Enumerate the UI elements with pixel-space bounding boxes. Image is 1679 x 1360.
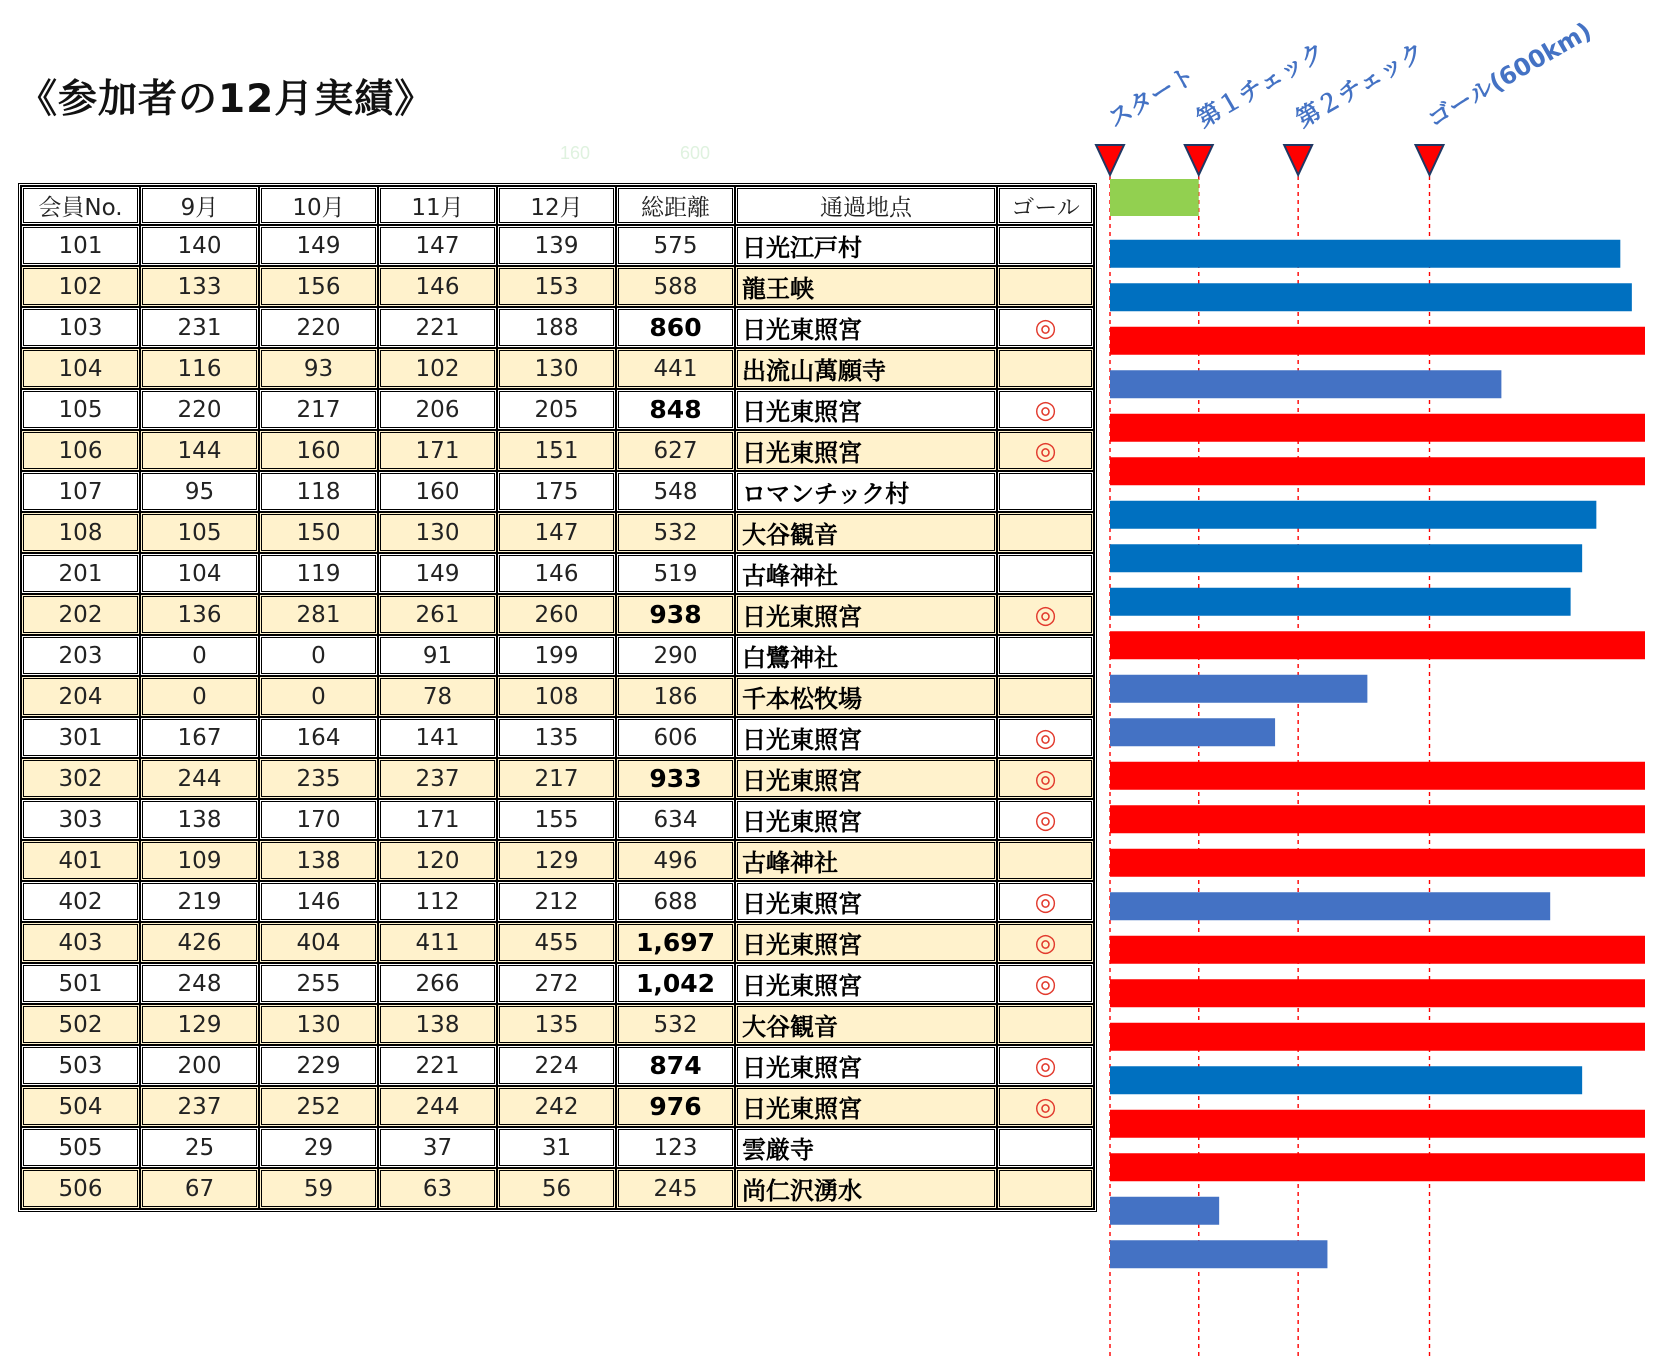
cell-member-no: 106 <box>21 430 140 471</box>
cell-sep: 200 <box>140 1045 259 1086</box>
cell-goal <box>997 348 1094 389</box>
cell-member-no: 502 <box>21 1004 140 1045</box>
table-row <box>21 594 1094 635</box>
cell-member-no: 501 <box>21 963 140 1004</box>
cell-oct: 119 <box>259 553 378 594</box>
cell-oct: 29 <box>259 1127 378 1168</box>
bar-105 <box>1110 414 1645 442</box>
cell-oct: 404 <box>259 922 378 963</box>
cell-sep: 133 <box>140 266 259 307</box>
cell-total: 588 <box>616 266 735 307</box>
bar-505 <box>1110 1197 1219 1225</box>
marker-label: 第２チェック <box>1291 37 1430 134</box>
table-row <box>21 266 1094 307</box>
cell-goal: ◎ <box>997 1045 1094 1086</box>
bar-102 <box>1110 283 1632 311</box>
cell-goal: ◎ <box>997 1086 1094 1127</box>
cell-oct: 0 <box>259 635 378 676</box>
cell-member-no: 401 <box>21 840 140 881</box>
cell-member-no: 403 <box>21 922 140 963</box>
cell-member-no: 103 <box>21 307 140 348</box>
cell-oct: 138 <box>259 840 378 881</box>
cell-total: 860 <box>616 307 735 348</box>
header-place: 通過地点 <box>735 186 997 225</box>
marker-label: ゴール(600km) <box>1422 16 1597 134</box>
cell-dec: 224 <box>497 1045 616 1086</box>
cell-sep: 144 <box>140 430 259 471</box>
cell-nov: 171 <box>378 430 497 471</box>
bar-103 <box>1110 327 1645 355</box>
faint-number: 160 <box>560 143 591 163</box>
cell-dec: 272 <box>497 963 616 1004</box>
cell-sep: 140 <box>140 225 259 266</box>
cell-total: 606 <box>616 717 735 758</box>
header-dec: 12月 <box>497 186 616 225</box>
table-row <box>21 635 1094 676</box>
cell-goal: ◎ <box>997 430 1094 471</box>
cell-member-no: 104 <box>21 348 140 389</box>
header-member-no: 会員No. <box>21 186 140 225</box>
bar-202 <box>1110 631 1645 659</box>
cell-goal: ◎ <box>997 389 1094 430</box>
cell-oct: 130 <box>259 1004 378 1045</box>
cell-member-no: 504 <box>21 1086 140 1127</box>
table-row <box>21 471 1094 512</box>
cell-dec: 139 <box>497 225 616 266</box>
cell-total: 1,042 <box>616 963 735 1004</box>
cell-total: 186 <box>616 676 735 717</box>
cell-nov: 221 <box>378 307 497 348</box>
bar-104 <box>1110 370 1501 398</box>
cell-nov: 147 <box>378 225 497 266</box>
cell-oct: 0 <box>259 676 378 717</box>
bar-106 <box>1110 457 1645 485</box>
cell-member-no: 202 <box>21 594 140 635</box>
cell-total: 575 <box>616 225 735 266</box>
cell-dec: 455 <box>497 922 616 963</box>
cell-nov: 261 <box>378 594 497 635</box>
bar-506 <box>1110 1240 1327 1268</box>
cell-member-no: 506 <box>21 1168 140 1209</box>
cell-sep: 244 <box>140 758 259 799</box>
header-sep: 9月 <box>140 186 259 225</box>
cell-oct: 149 <box>259 225 378 266</box>
cell-sep: 219 <box>140 881 259 922</box>
cell-member-no: 107 <box>21 471 140 512</box>
bar-108 <box>1110 544 1582 572</box>
cell-dec: 205 <box>497 389 616 430</box>
cell-oct: 160 <box>259 430 378 471</box>
cell-sep: 136 <box>140 594 259 635</box>
cell-dec: 130 <box>497 348 616 389</box>
cell-place: 古峰神社 <box>735 840 997 881</box>
cell-total: 848 <box>616 389 735 430</box>
cell-nov: 78 <box>378 676 497 717</box>
cell-goal: ◎ <box>997 922 1094 963</box>
cell-member-no: 303 <box>21 799 140 840</box>
cell-member-no: 203 <box>21 635 140 676</box>
cell-goal <box>997 635 1094 676</box>
cell-total: 1,697 <box>616 922 735 963</box>
cell-nov: 237 <box>378 758 497 799</box>
cell-nov: 411 <box>378 922 497 963</box>
cell-member-no: 505 <box>21 1127 140 1168</box>
cell-dec: 31 <box>497 1127 616 1168</box>
cell-oct: 255 <box>259 963 378 1004</box>
cell-sep: 109 <box>140 840 259 881</box>
bar-107 <box>1110 501 1596 529</box>
cell-dec: 155 <box>497 799 616 840</box>
cell-nov: 244 <box>378 1086 497 1127</box>
cell-goal <box>997 266 1094 307</box>
cell-dec: 56 <box>497 1168 616 1209</box>
cell-total: 532 <box>616 1004 735 1045</box>
cell-oct: 150 <box>259 512 378 553</box>
cell-dec: 147 <box>497 512 616 553</box>
cell-dec: 199 <box>497 635 616 676</box>
cell-dec: 260 <box>497 594 616 635</box>
cell-oct: 252 <box>259 1086 378 1127</box>
cell-nov: 130 <box>378 512 497 553</box>
cell-place: 白鷺神社 <box>735 635 997 676</box>
bar-504 <box>1110 1153 1645 1181</box>
cell-dec: 242 <box>497 1086 616 1127</box>
bar-302 <box>1110 805 1645 833</box>
cell-goal <box>997 1004 1094 1045</box>
cell-place: 千本松牧場 <box>735 676 997 717</box>
cell-oct: 164 <box>259 717 378 758</box>
cell-sep: 220 <box>140 389 259 430</box>
cell-place: 出流山萬願寺 <box>735 348 997 389</box>
cell-total: 874 <box>616 1045 735 1086</box>
cell-nov: 91 <box>378 635 497 676</box>
cell-place: 龍王峡 <box>735 266 997 307</box>
cell-place: 日光東照宮 <box>735 922 997 963</box>
cell-total: 290 <box>616 635 735 676</box>
cell-member-no: 201 <box>21 553 140 594</box>
cell-dec: 108 <box>497 676 616 717</box>
table-row <box>21 225 1094 266</box>
cell-sep: 167 <box>140 717 259 758</box>
cell-sep: 237 <box>140 1086 259 1127</box>
table-row <box>21 512 1094 553</box>
cell-dec: 135 <box>497 717 616 758</box>
cell-place: 日光東照宮 <box>735 594 997 635</box>
table-body <box>21 225 1094 1209</box>
cell-member-no: 402 <box>21 881 140 922</box>
cell-sep: 231 <box>140 307 259 348</box>
table-row <box>21 1004 1094 1045</box>
cell-sep: 248 <box>140 963 259 1004</box>
cell-dec: 175 <box>497 471 616 512</box>
cell-nov: 120 <box>378 840 497 881</box>
cell-nov: 160 <box>378 471 497 512</box>
cell-goal: ◎ <box>997 717 1094 758</box>
cell-place: 日光東照宮 <box>735 389 997 430</box>
marker-label: 第１チェック <box>1191 37 1330 134</box>
cell-goal <box>997 553 1094 594</box>
cell-dec: 188 <box>497 307 616 348</box>
cell-member-no: 503 <box>21 1045 140 1086</box>
cell-goal: ◎ <box>997 307 1094 348</box>
bar-101 <box>1110 240 1620 268</box>
cell-member-no: 204 <box>21 676 140 717</box>
cell-total: 634 <box>616 799 735 840</box>
cell-nov: 141 <box>378 717 497 758</box>
cell-nov: 138 <box>378 1004 497 1045</box>
cell-sep: 104 <box>140 553 259 594</box>
bar-401 <box>1110 892 1550 920</box>
cell-total: 933 <box>616 758 735 799</box>
cell-goal: ◎ <box>997 881 1094 922</box>
cell-member-no: 108 <box>21 512 140 553</box>
cell-sep: 95 <box>140 471 259 512</box>
table-row <box>21 1045 1094 1086</box>
header-oct: 10月 <box>259 186 378 225</box>
header-row <box>21 186 1094 225</box>
cell-member-no: 105 <box>21 389 140 430</box>
cell-dec: 151 <box>497 430 616 471</box>
cell-member-no: 302 <box>21 758 140 799</box>
cell-nov: 221 <box>378 1045 497 1086</box>
progress-chart <box>1090 0 1679 1360</box>
cell-dec: 212 <box>497 881 616 922</box>
cell-oct: 235 <box>259 758 378 799</box>
table-row <box>21 922 1094 963</box>
table-row <box>21 881 1094 922</box>
cell-goal <box>997 225 1094 266</box>
cell-place: 日光東照宮 <box>735 881 997 922</box>
cell-nov: 102 <box>378 348 497 389</box>
cell-sep: 25 <box>140 1127 259 1168</box>
page-title: 《参加者の12月実績》 <box>18 77 435 122</box>
table-row <box>21 799 1094 840</box>
cell-place: 尚仁沢湧水 <box>735 1168 997 1209</box>
table-row <box>21 553 1094 594</box>
cell-goal <box>997 840 1094 881</box>
cell-oct: 170 <box>259 799 378 840</box>
table-row <box>21 348 1094 389</box>
cell-total: 441 <box>616 348 735 389</box>
table-row <box>21 963 1094 1004</box>
cell-place: 日光東照宮 <box>735 799 997 840</box>
cell-dec: 217 <box>497 758 616 799</box>
results-table <box>18 183 1097 1212</box>
cell-member-no: 101 <box>21 225 140 266</box>
cell-dec: 146 <box>497 553 616 594</box>
cell-dec: 135 <box>497 1004 616 1045</box>
bar-501 <box>1110 1023 1645 1051</box>
bar-303 <box>1110 849 1645 877</box>
cell-total: 688 <box>616 881 735 922</box>
cell-oct: 93 <box>259 348 378 389</box>
cell-oct: 217 <box>259 389 378 430</box>
cell-dec: 153 <box>497 266 616 307</box>
cell-oct: 59 <box>259 1168 378 1209</box>
header-total: 総距離 <box>616 186 735 225</box>
start-bar <box>1110 179 1199 216</box>
cell-goal: ◎ <box>997 758 1094 799</box>
bar-503 <box>1110 1110 1645 1138</box>
cell-place: 日光東照宮 <box>735 430 997 471</box>
table-row <box>21 676 1094 717</box>
cell-sep: 426 <box>140 922 259 963</box>
cell-place: 日光江戸村 <box>735 225 997 266</box>
header-goal: ゴール <box>997 186 1094 225</box>
bar-402 <box>1110 936 1645 964</box>
cell-total: 496 <box>616 840 735 881</box>
cell-place: 日光東照宮 <box>735 307 997 348</box>
bar-502 <box>1110 1066 1582 1094</box>
table-row <box>21 1127 1094 1168</box>
table-row <box>21 430 1094 471</box>
cell-place: 大谷観音 <box>735 1004 997 1045</box>
cell-goal <box>997 1168 1094 1209</box>
cell-nov: 206 <box>378 389 497 430</box>
cell-sep: 116 <box>140 348 259 389</box>
cell-sep: 0 <box>140 676 259 717</box>
marker-triangle <box>1185 145 1213 175</box>
cell-goal <box>997 676 1094 717</box>
cell-oct: 146 <box>259 881 378 922</box>
cell-nov: 171 <box>378 799 497 840</box>
cell-place: 日光東照宮 <box>735 717 997 758</box>
cell-goal <box>997 471 1094 512</box>
cell-sep: 67 <box>140 1168 259 1209</box>
table-row <box>21 1086 1094 1127</box>
cell-goal: ◎ <box>997 799 1094 840</box>
cell-total: 519 <box>616 553 735 594</box>
bar-204 <box>1110 718 1275 746</box>
cell-oct: 220 <box>259 307 378 348</box>
cell-place: 日光東照宮 <box>735 758 997 799</box>
cell-oct: 281 <box>259 594 378 635</box>
cell-member-no: 301 <box>21 717 140 758</box>
cell-oct: 156 <box>259 266 378 307</box>
cell-place: 日光東照宮 <box>735 963 997 1004</box>
cell-oct: 118 <box>259 471 378 512</box>
marker-triangle <box>1096 145 1124 175</box>
cell-member-no: 102 <box>21 266 140 307</box>
cell-nov: 37 <box>378 1127 497 1168</box>
cell-sep: 129 <box>140 1004 259 1045</box>
cell-goal <box>997 1127 1094 1168</box>
cell-place: 雲厳寺 <box>735 1127 997 1168</box>
marker-triangle <box>1416 145 1444 175</box>
cell-place: 日光東照宮 <box>735 1086 997 1127</box>
cell-dec: 129 <box>497 840 616 881</box>
marker-label: スタート <box>1103 60 1201 134</box>
bar-403 <box>1110 979 1645 1007</box>
faint-number: 600 <box>680 143 711 163</box>
cell-sep: 138 <box>140 799 259 840</box>
cell-total: 627 <box>616 430 735 471</box>
cell-total: 245 <box>616 1168 735 1209</box>
marker-triangle <box>1284 145 1312 175</box>
cell-place: 大谷観音 <box>735 512 997 553</box>
cell-total: 123 <box>616 1127 735 1168</box>
table-row <box>21 307 1094 348</box>
cell-nov: 149 <box>378 553 497 594</box>
cell-nov: 112 <box>378 881 497 922</box>
cell-nov: 146 <box>378 266 497 307</box>
cell-total: 938 <box>616 594 735 635</box>
bar-201 <box>1110 588 1571 616</box>
cell-total: 532 <box>616 512 735 553</box>
cell-goal <box>997 512 1094 553</box>
table-row <box>21 389 1094 430</box>
bar-203 <box>1110 675 1367 703</box>
cell-goal: ◎ <box>997 594 1094 635</box>
bar-301 <box>1110 762 1645 790</box>
table-row <box>21 840 1094 881</box>
cell-place: ロマンチック村 <box>735 471 997 512</box>
table-row <box>21 717 1094 758</box>
table-row <box>21 1168 1094 1209</box>
cell-sep: 105 <box>140 512 259 553</box>
cell-oct: 229 <box>259 1045 378 1086</box>
cell-sep: 0 <box>140 635 259 676</box>
table-row <box>21 758 1094 799</box>
cell-place: 古峰神社 <box>735 553 997 594</box>
cell-place: 日光東照宮 <box>735 1045 997 1086</box>
header-nov: 11月 <box>378 186 497 225</box>
cell-total: 976 <box>616 1086 735 1127</box>
cell-nov: 266 <box>378 963 497 1004</box>
cell-total: 548 <box>616 471 735 512</box>
cell-goal: ◎ <box>997 963 1094 1004</box>
cell-nov: 63 <box>378 1168 497 1209</box>
